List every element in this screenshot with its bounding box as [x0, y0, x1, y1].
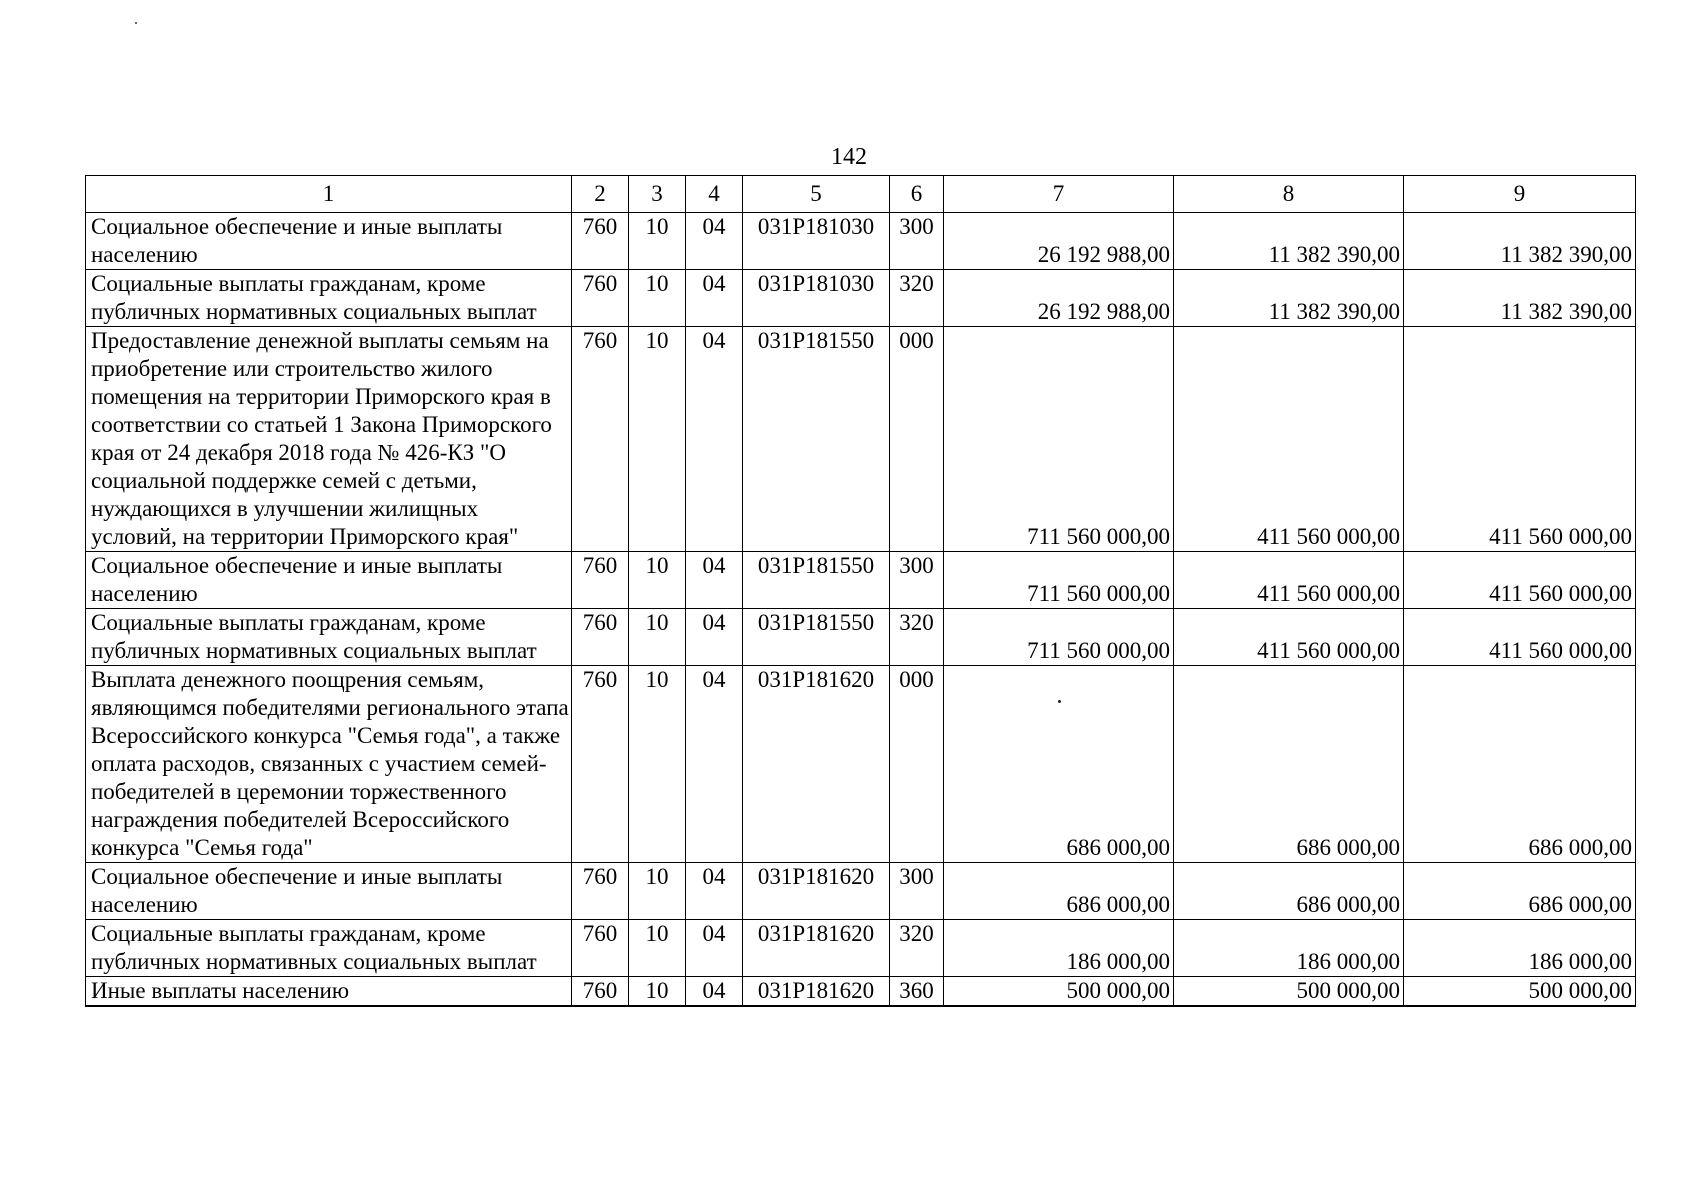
amount-cell-col7: 186 000,00: [944, 920, 1174, 977]
amount-cell-col8: 411 560 000,00: [1174, 552, 1404, 609]
expense-name-cell: Социальные выплаты гражданам, кроме публичных нормативных социальных выплат: [86, 609, 572, 666]
table-row: [86, 666, 1636, 863]
subsection-code-cell: 04: [686, 666, 743, 863]
target-article-cell: 031P181030: [743, 270, 890, 327]
header-cell: 6: [890, 176, 944, 213]
expense-type-cell: 320: [890, 270, 944, 327]
amount-cell-col9: 411 560 000,00: [1404, 609, 1636, 666]
amount-cell-col7: 500 000,00: [944, 977, 1174, 1007]
section-code-cell: 10: [629, 609, 686, 666]
target-article-cell: 031P181620: [743, 666, 890, 863]
expense-type-cell: 360: [890, 977, 944, 1007]
expense-type-cell: 320: [890, 920, 944, 977]
table-row: [86, 920, 1636, 977]
target-article-cell: 031P181620: [743, 977, 890, 1007]
ministry-code-cell: 760: [572, 977, 629, 1007]
header-cell: 4: [686, 176, 743, 213]
target-article-cell: 031P181550: [743, 609, 890, 666]
amount-cell-col8: 11 382 390,00: [1174, 270, 1404, 327]
ministry-code-cell: 760: [572, 552, 629, 609]
header-row: [86, 176, 1636, 213]
table-row: [86, 327, 1636, 552]
subsection-code-cell: 04: [686, 552, 743, 609]
expense-name-cell: Выплата денежного поощрения семьям, являющимся победителями регионального этапа Всероссийского конкурса "Семья года", а также оплата расходов, связанных с участием семей-победителей в церемонии торжественного награждения победителей Всероссийского конкурса "Семья года": [86, 666, 572, 863]
expense-name-cell: Социальное обеспечение и иные выплаты населению: [86, 863, 572, 920]
expense-name-cell: Иные выплаты населению: [86, 977, 572, 1007]
section-code-cell: 10: [629, 863, 686, 920]
amount-cell-col7: 711 560 000,00: [944, 609, 1174, 666]
expense-name-cell: Социальные выплаты гражданам, кроме публичных нормативных социальных выплат: [86, 270, 572, 327]
header-cell: 2: [572, 176, 629, 213]
amount-cell-col8: 686 000,00: [1174, 863, 1404, 920]
table-row: [86, 270, 1636, 327]
header-cell: 8: [1174, 176, 1404, 213]
expense-type-cell: 300: [890, 863, 944, 920]
amount-cell-col7: 711 560 000,00: [944, 552, 1174, 609]
target-article-cell: 031P181030: [743, 213, 890, 270]
ministry-code-cell: 760: [572, 666, 629, 863]
stray-dot-mark: [1058, 700, 1061, 703]
amount-cell-col8: 500 000,00: [1174, 977, 1404, 1007]
table-row: [86, 977, 1636, 1007]
expense-type-cell: 320: [890, 609, 944, 666]
subsection-code-cell: 04: [686, 270, 743, 327]
expense-type-cell: 300: [890, 213, 944, 270]
amount-cell-col7: 26 192 988,00: [944, 213, 1174, 270]
section-code-cell: 10: [629, 213, 686, 270]
ministry-code-cell: 760: [572, 609, 629, 666]
amount-cell-col8: 686 000,00: [1174, 666, 1404, 863]
amount-cell-col7: 686 000,00: [944, 666, 1174, 863]
amount-cell-col9: 411 560 000,00: [1404, 552, 1636, 609]
amount-cell-col9: 686 000,00: [1404, 666, 1636, 863]
subsection-code-cell: 04: [686, 213, 743, 270]
amount-cell-col8: 186 000,00: [1174, 920, 1404, 977]
expense-type-cell: 000: [890, 666, 944, 863]
section-code-cell: 10: [629, 977, 686, 1007]
section-code-cell: 10: [629, 327, 686, 552]
subsection-code-cell: 04: [686, 977, 743, 1007]
expense-type-cell: 300: [890, 552, 944, 609]
amount-cell-col9: 11 382 390,00: [1404, 270, 1636, 327]
target-article-cell: 031P181620: [743, 863, 890, 920]
expense-name-cell: Социальные выплаты гражданам, кроме публичных нормативных социальных выплат: [86, 920, 572, 977]
expense-name-cell: Социальное обеспечение и иные выплаты населению: [86, 213, 572, 270]
section-code-cell: 10: [629, 920, 686, 977]
ministry-code-cell: 760: [572, 213, 629, 270]
table-row: [86, 863, 1636, 920]
header-cell: 9: [1404, 176, 1636, 213]
table-row: [86, 609, 1636, 666]
amount-cell-col8: 11 382 390,00: [1174, 213, 1404, 270]
table-row: [86, 213, 1636, 270]
amount-cell-col7: 26 192 988,00: [944, 270, 1174, 327]
table-row: [86, 552, 1636, 609]
subsection-code-cell: 04: [686, 327, 743, 552]
amount-cell-col7: 711 560 000,00: [944, 327, 1174, 552]
ministry-code-cell: 760: [572, 920, 629, 977]
header-cell: 7: [944, 176, 1174, 213]
section-code-cell: 10: [629, 270, 686, 327]
amount-cell-col9: 11 382 390,00: [1404, 213, 1636, 270]
amount-cell-col9: 411 560 000,00: [1404, 327, 1636, 552]
ministry-code-cell: 760: [572, 327, 629, 552]
subsection-code-cell: 04: [686, 863, 743, 920]
section-code-cell: 10: [629, 552, 686, 609]
amount-cell-col8: 411 560 000,00: [1174, 609, 1404, 666]
header-cell: 3: [629, 176, 686, 213]
ministry-code-cell: 760: [572, 863, 629, 920]
amount-cell-col9: 500 000,00: [1404, 977, 1636, 1007]
target-article-cell: 031P181620: [743, 920, 890, 977]
subsection-code-cell: 04: [686, 609, 743, 666]
expense-type-cell: 000: [890, 327, 944, 552]
page-number: 142: [831, 144, 867, 170]
header-cell: 1: [86, 176, 572, 213]
budget-table: [85, 175, 1636, 1007]
ministry-code-cell: 760: [572, 270, 629, 327]
subsection-code-cell: 04: [686, 920, 743, 977]
section-code-cell: 10: [629, 666, 686, 863]
scan-speck: [135, 22, 137, 24]
header-cell: 5: [743, 176, 890, 213]
expense-name-cell: Предоставление денежной выплаты семьям на приобретение или строительство жилого помещения на территории Приморского края в соответствии со статьей 1 Закона Приморского края от 24 декабря 2018 года № 426-КЗ "О социальной поддержке семей с детьми, нуждающихся в улучшении жилищных условий, на территории Приморского края": [86, 327, 572, 552]
target-article-cell: 031P181550: [743, 327, 890, 552]
amount-cell-col9: 686 000,00: [1404, 863, 1636, 920]
amount-cell-col9: 186 000,00: [1404, 920, 1636, 977]
amount-cell-col7: 686 000,00: [944, 863, 1174, 920]
amount-cell-col8: 411 560 000,00: [1174, 327, 1404, 552]
target-article-cell: 031P181550: [743, 552, 890, 609]
expense-name-cell: Социальное обеспечение и иные выплаты населению: [86, 552, 572, 609]
